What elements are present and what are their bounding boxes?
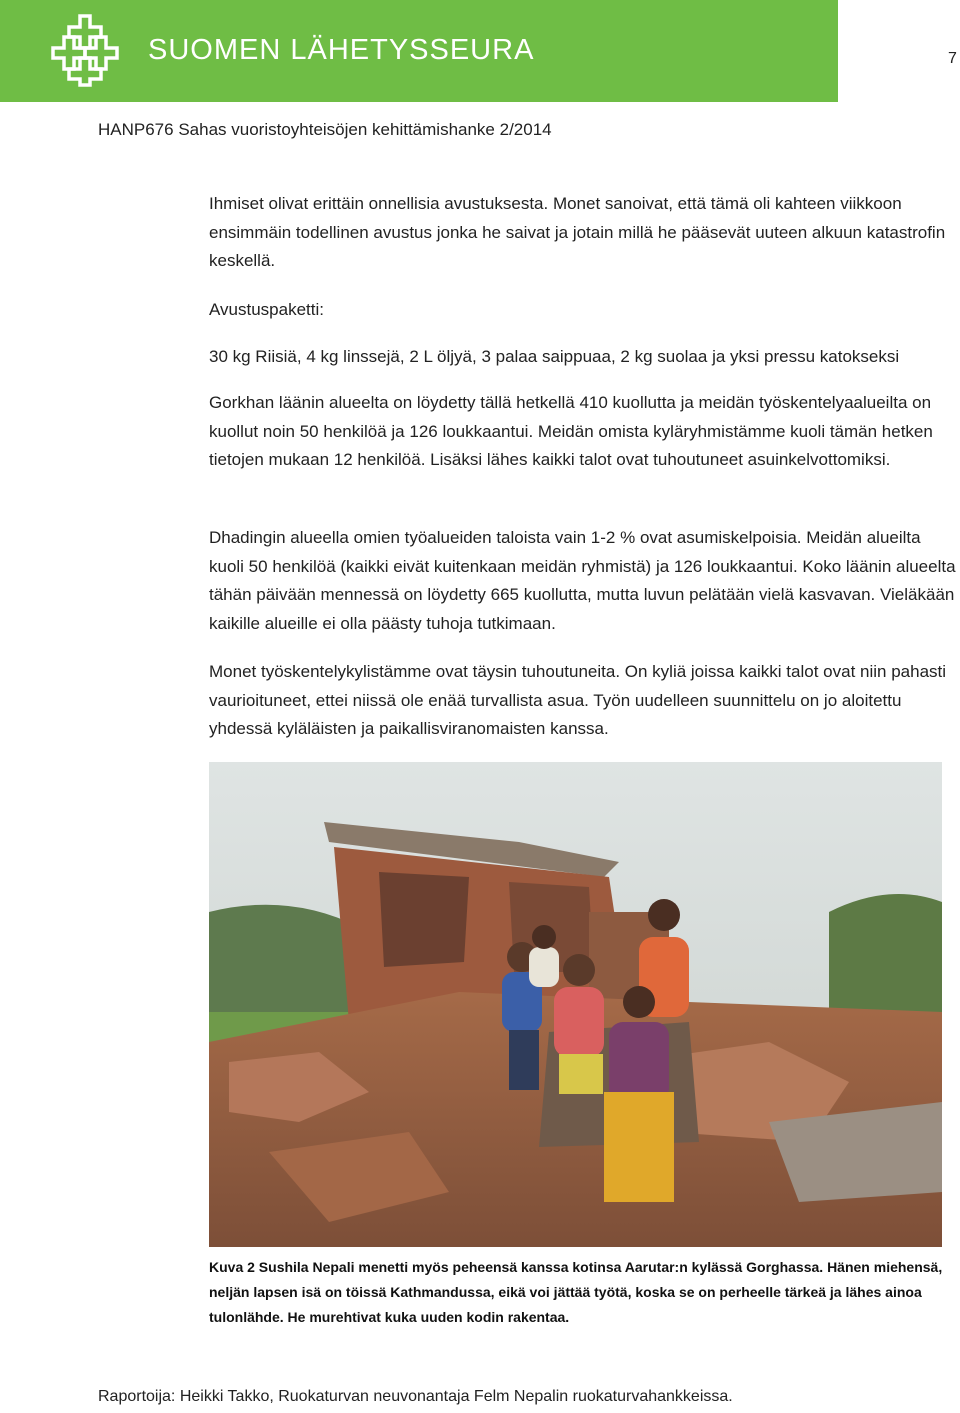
relief-package-contents: 30 kg Riisiä, 4 kg linssejä, 2 L öljyä, 3 palaa saippuaa, 2 kg suolaa ja yksi pressu katokseksi <box>209 347 900 366</box>
reporter-footer: Raportoija: Heikki Takko, Ruokaturvan neuvonantaja Felm Nepalin ruokaturvahankkeissa. <box>98 1388 733 1405</box>
paragraph-village-damage: Monet työskentelykylistämme ovat täysin tuhoutuneita. On kyliä joissa kaikki talot ovat niin pahasti vaurioituneet, ettei niissä ole enää turvallista asua. Työn uudelleen suunnittelu on jo aloitettu yhdessä kyläläisten ja paikallisviranomaisten kanssa. <box>209 662 947 738</box>
relief-package-heading: Avustuspaketti: <box>209 300 324 319</box>
cross-logo-icon <box>50 13 130 87</box>
paragraph-dhading-casualties: Dhadingin alueella omien työalueiden taloista vain 1-2 % ovat asumiskelpoisia. Meidän alueilta kuoli 50 henkilöä (kaikki eivät kuitenkaan meidän ryhmistä) ja 126 loukkaantui. Koko läänin alueelta tähän päivään mennessä on löydetty 665 kuollutta, mutta luvun pelätään vielä kasvavan. Vieläkään kaikille alueille ei olla päästy tuhoja tutkimaan. <box>209 528 956 633</box>
document-title: HANP676 Sahas vuoristoyhteisöjen kehittämishanke 2/2014 <box>98 120 552 139</box>
paragraph-gorkha-casualties: Gorkhan läänin alueelta on löydetty tällä hetkellä 410 kuollutta ja meidän työskentelyaalueilta on kuollut noin 50 henkilöä ja 126 loukkaantui. Meidän omista kyläryhmistämme kuoli tämän hetken tietojen mukaan 12 henkilöä. Lisäksi lähes kaikki talot ovat tuhoutuneet asuinkelvottomiksi. <box>209 393 933 469</box>
paragraph-relief-reception: Ihmiset olivat erittäin onnellisia avustuksesta. Monet sanoivat, että tämä oli kahteen viikkoon ensimmäin todellinen avustus jonka he saivat ja jotain millä he pääsevät uuteen alkuun katastrofin keskellä. <box>209 194 946 270</box>
photo-caption: Kuva 2 Sushila Nepali menetti myös peheensä kanssa kotinsa Aarutar:n kylässä Gorghassa. Hänen miehensä, neljän lapsen isä on töissä Kathmandussa, eikä voi jättää työtä, koska se on perheelle tärkeä ja lähes ainoa tulonlähde. He murehtivat kuka uuden kodin rakentaa. <box>209 1259 943 1325</box>
header-banner <box>0 0 838 102</box>
page-number: 7 <box>948 50 957 67</box>
organization-name: SUOMEN LÄHETYSSEURA <box>148 34 535 66</box>
earthquake-rubble-photo <box>209 762 942 1247</box>
